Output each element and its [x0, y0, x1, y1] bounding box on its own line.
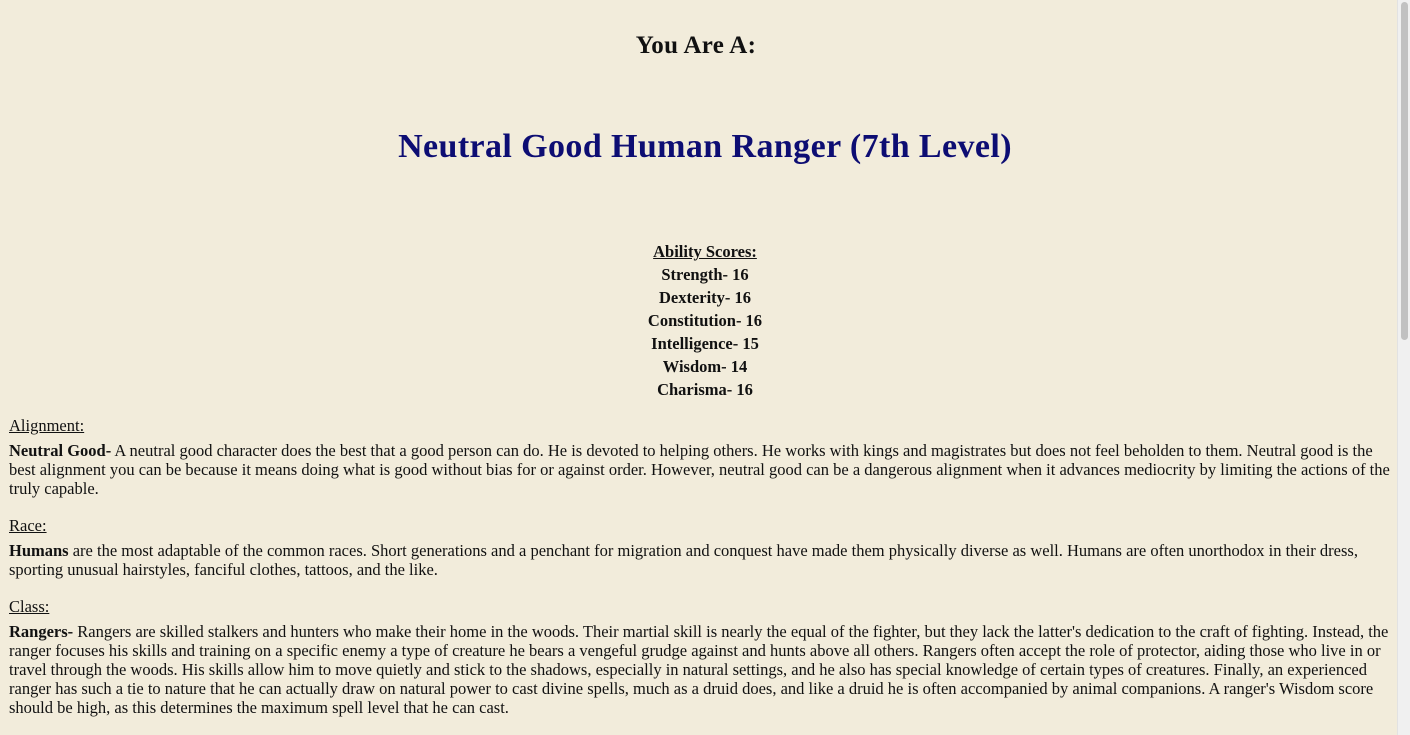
- race-term: Humans: [9, 541, 69, 560]
- ability-dexterity: Dexterity- 16: [658, 288, 752, 307]
- result-title: Neutral Good Human Ranger (7th Level): [398, 128, 1012, 165]
- intro-heading: You Are A:: [635, 32, 757, 59]
- ability-scores-heading: Ability Scores:: [653, 242, 757, 261]
- race-section: [9, 516, 1392, 579]
- class-label: Class:: [9, 597, 50, 616]
- race-label: Race:: [9, 516, 47, 535]
- class-section: [9, 597, 1392, 717]
- race-description: [9, 541, 1392, 579]
- ability-wisdom: Wisdom- 14: [662, 357, 748, 376]
- ability-constitution: Constitution- 16: [647, 311, 763, 330]
- alignment-label: Alignment:: [9, 416, 85, 435]
- scrollbar-thumb[interactable]: [1401, 2, 1408, 340]
- race-text: are the most adaptable of the common races. Short generations and a penchant for migration and conquest have made them physically diverse as well. Humans are often unorthodox in their dress, sporting unusual hairstyles, fanciful clothes, tattoos, and the like.: [9, 541, 1358, 579]
- class-term: Rangers-: [9, 622, 74, 641]
- alignment-text: A neutral good character does the best that a good person can do. He is devoted to helping others. He works with kings and magistrates but does not feel beholden to them. Neutral good is the best alignment you can be because it means doing what is good without bias for or against order. However, neutral good can be a dangerous alignment when it advances mediocrity by limiting the actions of the truly capable.: [9, 441, 1390, 498]
- alignment-description: [9, 441, 1392, 498]
- alignment-term: Neutral Good-: [9, 441, 112, 460]
- vertical-scrollbar[interactable]: [1397, 0, 1410, 735]
- alignment-section: [9, 416, 1392, 498]
- ability-intelligence: Intelligence- 15: [651, 334, 759, 353]
- ability-strength: Strength- 16: [661, 265, 749, 284]
- class-text: Rangers are skilled stalkers and hunters who make their home in the woods. Their martial skill is nearly the equal of the fighter, but they lack the latter's dedication to the craft of fighting. Instead, the ranger focuses his skills and training on a specific enemy a type of creature he bears a vengeful grudge against and hunts above all others. Rangers often accept the role of protector, aiding those who live in or travel through the woods. His skills allow him to move quietly and stick to the shadows, especially in natural settings, and he also has special knowledge of certain types of creatures. Finally, an experienced ranger has such a tie to nature that he can actually draw on natural power to cast divine spells, much as a druid does, and like a druid he is often accompanied by animal companions. A ranger's Wisdom score should be high, as this determines the maximum spell level that he can cast.: [9, 622, 1389, 717]
- ability-charisma: Charisma- 16: [657, 380, 753, 399]
- class-description: [9, 622, 1392, 717]
- ability-scores: [0, 240, 1410, 401]
